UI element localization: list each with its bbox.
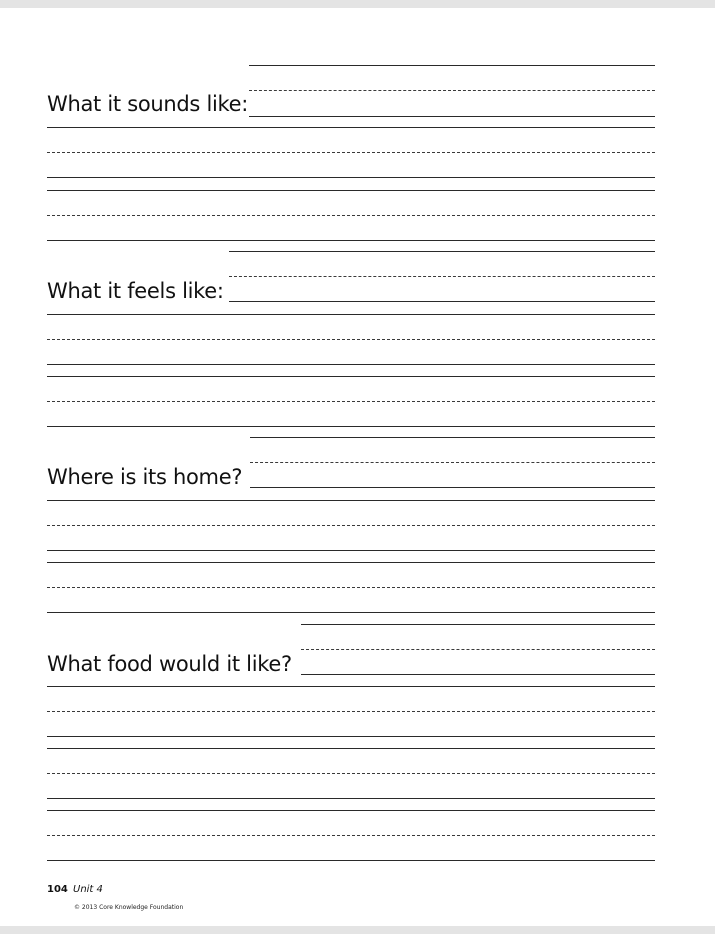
writing-line-base xyxy=(47,426,655,427)
writing-line-top xyxy=(301,624,655,625)
writing-line-mid xyxy=(47,152,655,153)
writing-line-top xyxy=(47,127,655,128)
copyright-notice: © 2013 Core Knowledge Foundation xyxy=(74,904,184,911)
unit-label: Unit 4 xyxy=(73,884,103,895)
writing-line-top xyxy=(47,748,655,749)
writing-line-top xyxy=(229,251,655,252)
writing-line-base xyxy=(47,240,655,241)
writing-line-top xyxy=(47,686,655,687)
writing-line-top xyxy=(47,562,655,563)
prompt-sounds-like: What it sounds like: xyxy=(47,92,249,116)
writing-line-top xyxy=(47,314,655,315)
writing-line-base xyxy=(250,487,655,488)
writing-line-base xyxy=(47,612,655,613)
writing-line-base xyxy=(47,798,655,799)
writing-line-top xyxy=(250,437,655,438)
writing-line-mid xyxy=(47,339,655,340)
writing-line-mid xyxy=(47,401,655,402)
writing-line-mid xyxy=(47,215,655,216)
prompt-home: Where is its home? xyxy=(47,465,243,489)
worksheet-page xyxy=(0,8,715,926)
writing-line-mid xyxy=(301,649,655,650)
writing-line-base xyxy=(47,860,655,861)
writing-line-base xyxy=(301,674,655,675)
writing-line-mid xyxy=(47,773,655,774)
writing-line-top xyxy=(47,810,655,811)
writing-line-mid xyxy=(229,276,655,277)
writing-line-mid xyxy=(47,835,655,836)
writing-line-base xyxy=(249,116,655,117)
page-number: 104 xyxy=(47,884,68,895)
writing-line-top xyxy=(47,190,655,191)
writing-line-mid xyxy=(249,90,655,91)
writing-line-base xyxy=(229,301,655,302)
prompt-feels-like: What it feels like: xyxy=(47,279,224,303)
writing-line-base xyxy=(47,736,655,737)
writing-line-base xyxy=(47,177,655,178)
writing-line-top xyxy=(47,376,655,377)
writing-line-top xyxy=(47,500,655,501)
prompt-food: What food would it like? xyxy=(47,652,292,676)
writing-line-top xyxy=(249,65,655,66)
writing-line-base xyxy=(47,550,655,551)
writing-line-mid xyxy=(250,462,655,463)
writing-line-mid xyxy=(47,587,655,588)
writing-line-mid xyxy=(47,711,655,712)
writing-line-base xyxy=(47,364,655,365)
writing-line-mid xyxy=(47,525,655,526)
